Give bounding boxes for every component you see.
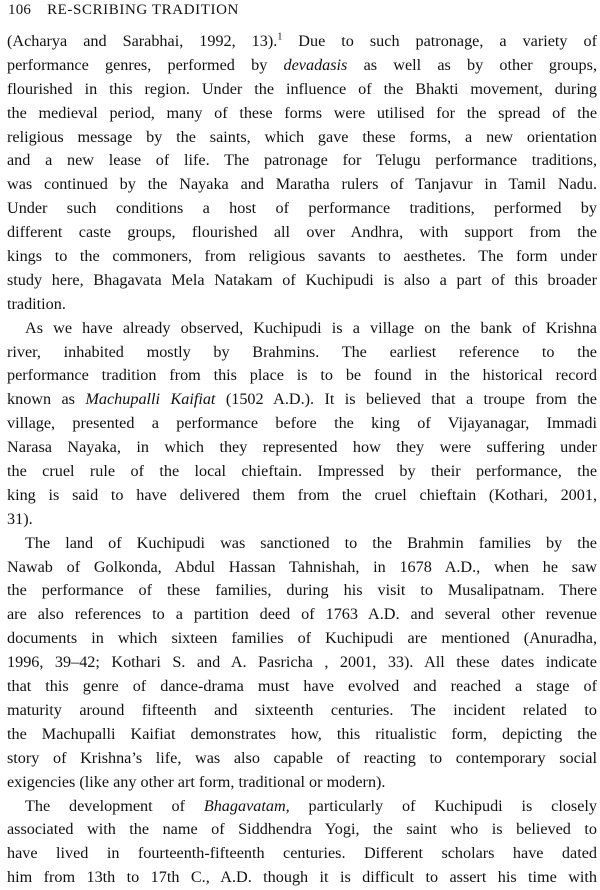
text-line <box>7 412 597 436</box>
text-run: Narasa Nayaka, in which they represented how they were suffering under <box>7 438 597 457</box>
text-line <box>7 556 597 580</box>
text-run: that this genre of dance-drama must have evolved and reached a stage of <box>7 677 597 696</box>
text-line <box>7 532 597 556</box>
text-line <box>7 818 597 842</box>
text-line <box>7 149 597 173</box>
text-run: 1996, 39–42; Kothari S. and A. Pasricha , 2001, 33). All these dates indicate <box>7 653 597 672</box>
text-line <box>7 723 597 747</box>
text-run: As we have already observed, Kuchipudi is a village on the bank of Krishna <box>25 318 597 337</box>
text-run: the performance of these families, during his visit to Musalipatnam. There <box>7 581 597 600</box>
text-run: kings to the commoners, from religious savants to aesthetes. The form under <box>7 247 597 266</box>
text-run: Due to such patronage, a variety of <box>282 32 597 50</box>
text-line <box>7 54 597 78</box>
text-line <box>7 699 597 723</box>
text-run: 31). <box>7 509 33 528</box>
text-run: known as <box>7 390 86 409</box>
text-run: documents in which sixteen families of Kuchipudi are mentioned (Anuradha, <box>7 629 597 648</box>
body-text <box>7 30 597 890</box>
text-run: Under such conditions a host of performance traditions, performed by <box>7 199 597 218</box>
text-line <box>7 30 597 54</box>
text-run: village, presented a performance before the king of Vijayanagar, Immadi <box>7 414 597 433</box>
text-line <box>7 579 597 603</box>
text-line <box>7 460 597 484</box>
text-run: the Machupalli Kaifiat demonstrates how, this ritualistic form, depicting the <box>7 724 597 743</box>
text-line <box>7 197 597 221</box>
text-run: exigencies (like any other art form, traditional or modern). <box>7 772 386 791</box>
text-run: (Acharya and Sarabhai, 1992, 13). <box>7 32 278 50</box>
text-run: him from 13th to 17th C., A.D. though it is difficult to assert his time with <box>7 868 597 887</box>
text-run: performance tradition from this place is to be found in the historical record <box>7 366 597 385</box>
text-run: religious message by the saints, which gave these forms, a new orientation <box>7 127 597 146</box>
italic-term: devadasis <box>283 55 348 74</box>
text-run: are also references to a partition deed of 1763 A.D. and several other revenue <box>7 605 597 624</box>
text-line <box>7 269 597 293</box>
text-line <box>7 364 597 388</box>
text-line <box>7 436 597 460</box>
text-run: The development of <box>25 796 204 815</box>
italic-term: Machupalli Kaifiat <box>85 390 216 409</box>
text-run: king is said to have delivered them from the cruel chieftain (Kothari, 2001, <box>7 485 597 504</box>
text-line <box>7 102 597 126</box>
text-line <box>7 221 597 245</box>
text-run: the medieval period, many of these forms were utilised for the spread of the <box>7 103 597 122</box>
text-line <box>7 842 597 866</box>
text-run: study here, Bhagavata Mela Natakam of Kuchipudi is also a part of this broader <box>7 270 597 289</box>
text-line <box>7 245 597 269</box>
text-line <box>7 675 597 699</box>
text-line <box>7 771 597 795</box>
text-line <box>7 651 597 675</box>
text-line <box>7 341 597 365</box>
text-line <box>7 747 597 771</box>
page-number: 106 <box>8 2 32 18</box>
footnote-marker: 1 <box>277 31 283 43</box>
running-header <box>8 2 239 19</box>
text-run: particularly of Kuchipudi is closely <box>289 796 597 815</box>
text-line <box>7 388 597 412</box>
text-run: different caste groups, flourished all over Andhra, with support from the <box>7 223 597 242</box>
text-run: have lived in fourteenth-fifteenth centuries. Different scholars have dated <box>7 844 597 863</box>
running-title: RE-SCRIBING TRADITION <box>47 2 239 18</box>
text-run: (1502 A.D.). It is believed that a troupe from the <box>215 390 597 409</box>
text-line <box>7 126 597 150</box>
text-run: flourished in this region. Under the influence of the Bhakti movement, during <box>7 79 597 98</box>
text-run: tradition. <box>7 294 66 313</box>
text-line <box>7 78 597 102</box>
italic-term: Bhagavatam, <box>203 796 290 815</box>
text-line <box>7 603 597 627</box>
text-run: Nawab of Golkonda, Abdul Hassan Tahnishah, in 1678 A.D., when he saw <box>7 557 597 576</box>
text-run: and a new lease of life. The patronage for Telugu performance traditions, <box>7 151 597 170</box>
text-run: maturity around fifteenth and sixteenth centuries. The incident related to <box>7 700 597 719</box>
text-line <box>7 317 597 341</box>
text-run: was continued by the Nayaka and Maratha rulers of Tanjavur in Tamil Nadu. <box>7 175 597 194</box>
text-run: associated with the name of Siddhendra Yogi, the saint who is believed to <box>7 820 597 839</box>
text-line <box>7 508 597 532</box>
text-run: story of Krishna’s life, was also capable of reacting to contemporary social <box>7 748 597 767</box>
text-line <box>7 866 597 890</box>
text-run: The land of Kuchipudi was sanctioned to the Brahmin families by the <box>25 533 597 552</box>
text-run: as well as by other groups, <box>347 55 597 74</box>
text-run: performance genres, performed by <box>7 55 284 74</box>
text-line <box>7 173 597 197</box>
text-line <box>7 627 597 651</box>
text-run: river, inhabited mostly by Brahmins. The earliest reference to the <box>7 342 597 361</box>
text-line <box>7 293 597 317</box>
text-run: the cruel rule of the local chieftain. Impressed by their performance, the <box>7 462 597 481</box>
text-line <box>7 484 597 508</box>
